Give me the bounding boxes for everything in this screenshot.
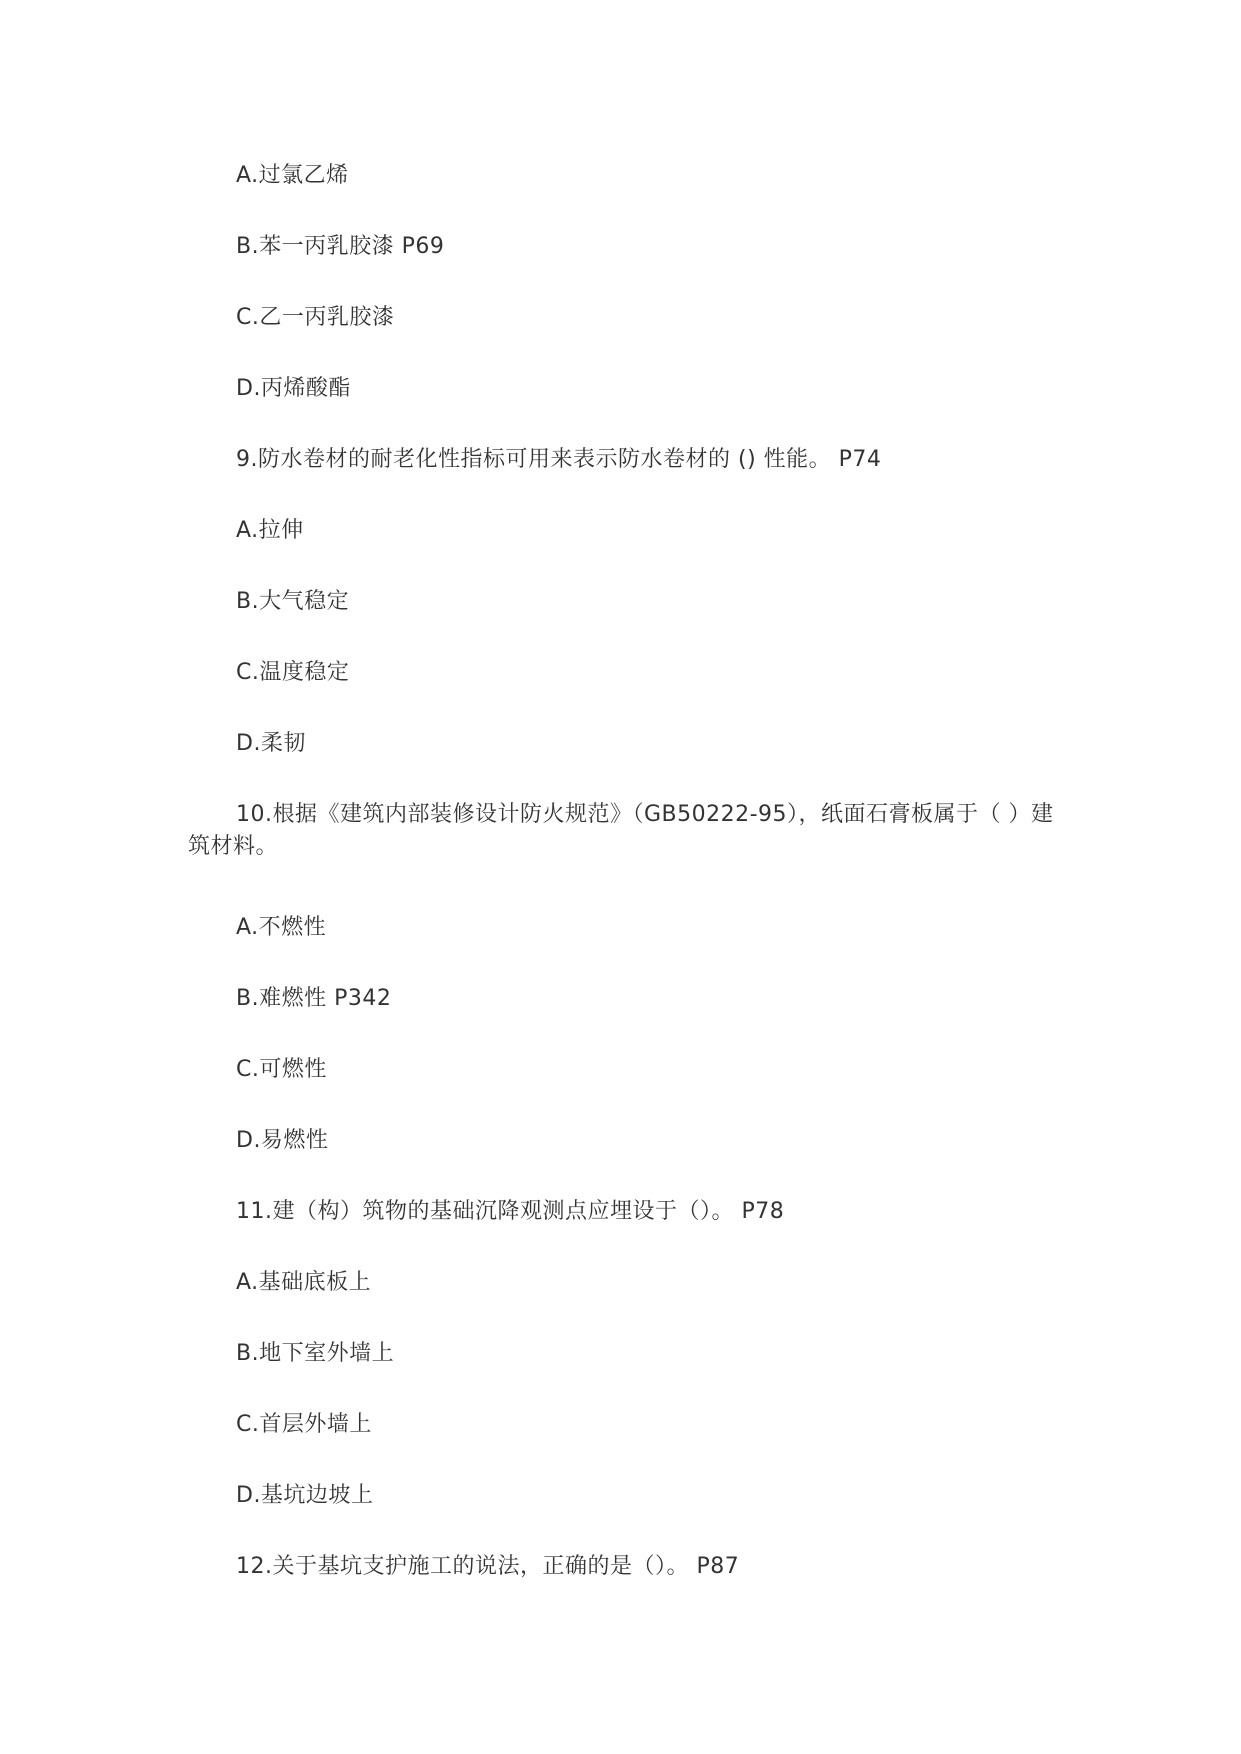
option-b-q11: B.地下室外墙上 xyxy=(236,1341,395,1366)
option-b-q10: B.难燃性 P342 xyxy=(236,986,392,1011)
question-11: 11.建（构）筑物的基础沉降观测点应埋设于（）。 P78 xyxy=(236,1199,785,1224)
option-c-q11: C.首层外墙上 xyxy=(236,1412,372,1437)
option-a-q8: A.过氯乙烯 xyxy=(236,163,349,188)
question-10: 10.根据《建筑内部装修设计防火规范》（GB50222-95），纸面石膏板属于（ ）建筑材料。 xyxy=(188,802,1054,859)
option-d-q8: D.丙烯酸酯 xyxy=(236,376,351,401)
option-c-q10: C.可燃性 xyxy=(236,1057,327,1082)
option-c-q8: C.乙一丙乳胶漆 xyxy=(236,305,395,330)
question-12: 12.关于基坑支护施工的说法，正确的是（）。 P87 xyxy=(236,1554,740,1579)
option-b-q9: B.大气稳定 xyxy=(236,589,350,614)
option-c-q9: C.温度稳定 xyxy=(236,660,350,685)
option-b-q8: B.苯一丙乳胶漆 P69 xyxy=(236,234,445,259)
option-a-q11: A.基础底板上 xyxy=(236,1270,372,1295)
question-9: 9.防水卷材的耐老化性指标可用来表示防水卷材的 () 性能。 P74 xyxy=(236,447,882,472)
option-a-q9: A.拉伸 xyxy=(236,518,304,543)
option-d-q9: D.柔韧 xyxy=(236,731,306,756)
option-d-q10: D.易燃性 xyxy=(236,1128,329,1153)
option-d-q11: D.基坑边坡上 xyxy=(236,1483,374,1508)
option-a-q10: A.不燃性 xyxy=(236,915,327,940)
